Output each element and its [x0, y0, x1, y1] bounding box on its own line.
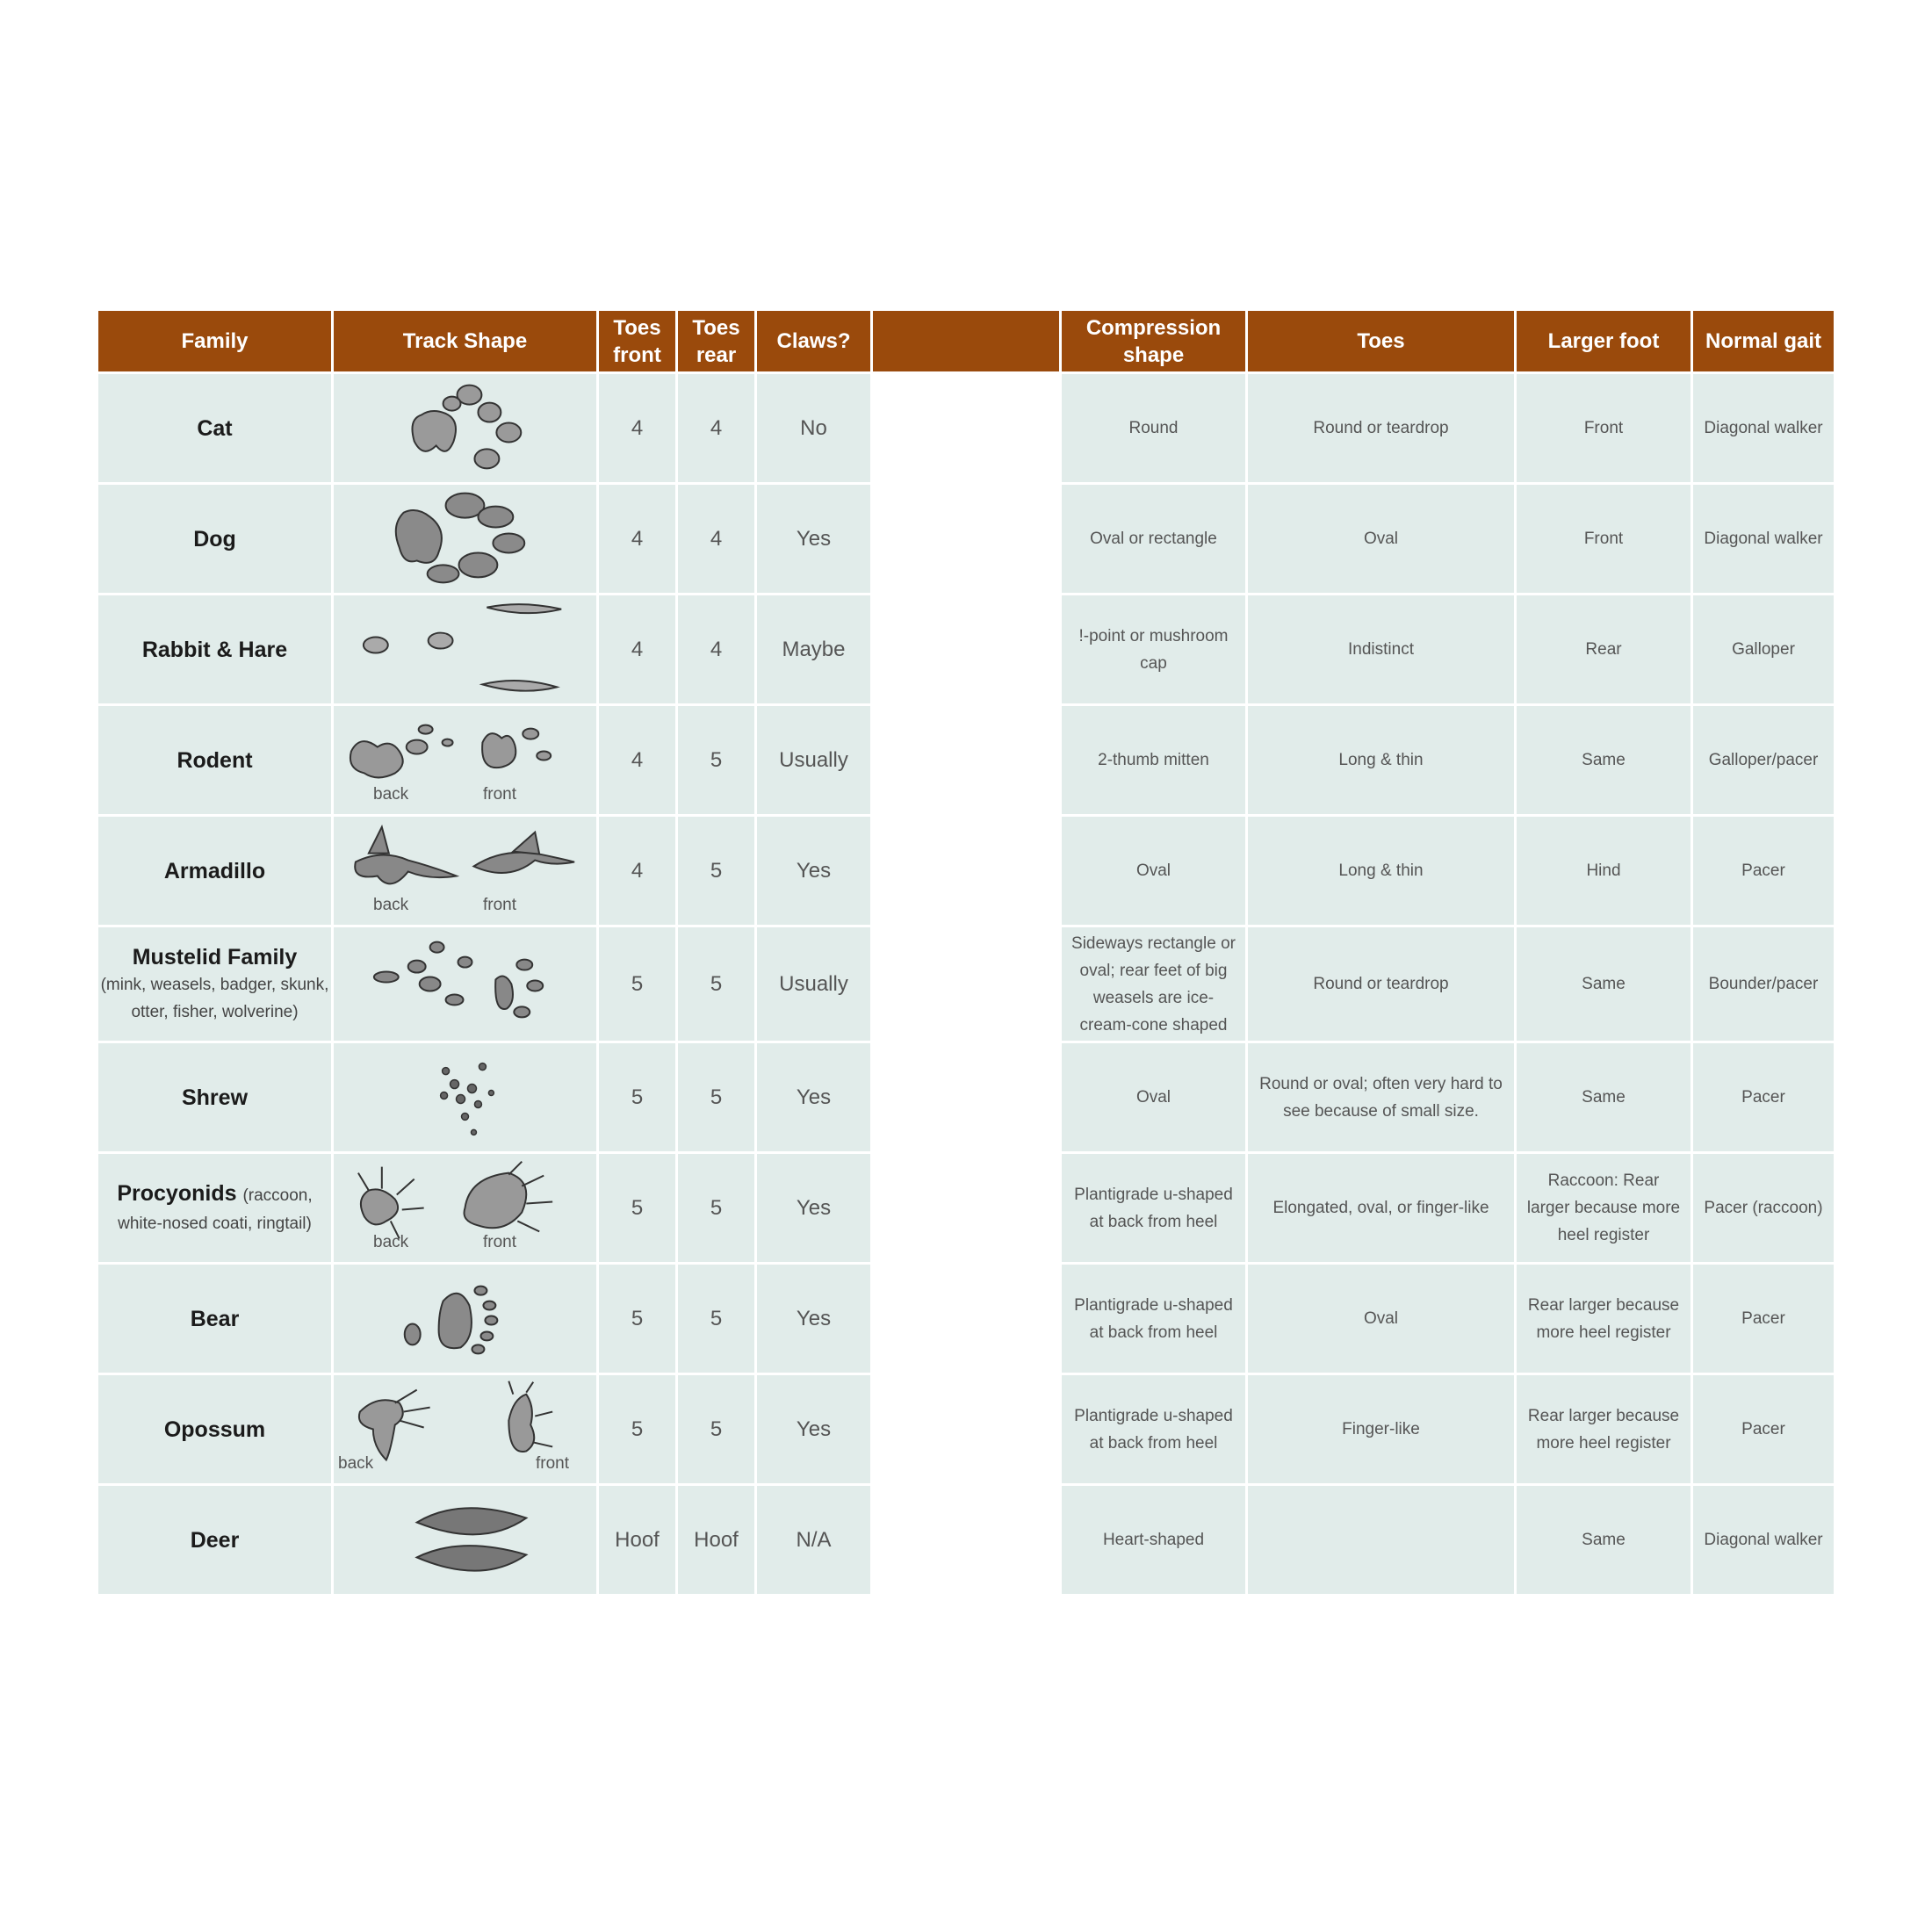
claws-cell: Yes: [757, 817, 873, 927]
toes-cell: Indistinct: [1248, 595, 1517, 706]
family-inline-note: (raccoon,: [242, 1186, 313, 1205]
gait-cell: Diagonal walker: [1693, 485, 1836, 595]
toes-front-cell: 5: [599, 927, 678, 1043]
family-cell: [98, 485, 334, 595]
track-shape-cell: [334, 1043, 599, 1154]
gutter-cell: [873, 374, 1062, 485]
family-label: Armadillo: [163, 858, 266, 883]
compression-cell: Plantigrade u-shaped at back from heel: [1062, 1265, 1248, 1375]
claws-cell: Yes: [757, 1043, 873, 1154]
family-cell: [98, 1375, 334, 1486]
family-cell: [98, 1486, 334, 1597]
family-label: Bear: [190, 1306, 240, 1331]
header-gutter: [873, 311, 1062, 374]
larger-foot-cell: Hind: [1517, 817, 1693, 927]
compression-cell: Plantigrade u-shaped at back from heel: [1062, 1154, 1248, 1265]
larger-foot-cell: Same: [1517, 1486, 1693, 1597]
gutter-cell: [873, 485, 1062, 595]
compression-cell: Heart-shaped: [1062, 1486, 1248, 1597]
header-compression: Compression shape: [1062, 311, 1248, 374]
claws-cell: Yes: [757, 1154, 873, 1265]
larger-foot-cell: Raccoon: Rear larger because more heel register: [1517, 1154, 1693, 1265]
family-name: [197, 415, 232, 443]
gait-cell: Pacer: [1693, 1043, 1836, 1154]
compression-cell: Sideways rectangle or oval; rear feet of big weasels are ice-cream-cone shaped: [1062, 927, 1248, 1043]
toes-front-cell: 5: [599, 1375, 678, 1486]
toes-front-cell: 4: [599, 485, 678, 595]
gutter-cell: [873, 706, 1062, 817]
larger-foot-cell: Rear larger because more heel register: [1517, 1265, 1693, 1375]
toes-rear-cell: Hoof: [678, 1486, 757, 1597]
family-name: [182, 1084, 248, 1112]
family-cell: [98, 1265, 334, 1375]
toes-cell: Round or teardrop: [1248, 374, 1517, 485]
toes-rear-cell: 4: [678, 374, 757, 485]
toes-cell: Finger-like: [1248, 1375, 1517, 1486]
family-label: Cat: [197, 415, 233, 441]
gutter-cell: [873, 1043, 1062, 1154]
toes-rear-cell: 4: [678, 595, 757, 706]
compression-cell: !-point or mushroom cap: [1062, 595, 1248, 706]
toes-cell: [1248, 1486, 1517, 1597]
track-shape-cell: [334, 485, 599, 595]
claws-cell: Usually: [757, 706, 873, 817]
track-shape-cell: [334, 927, 599, 1043]
gutter-cell: [873, 817, 1062, 927]
shrew-track-icon: [334, 1043, 596, 1151]
family-name: [142, 636, 287, 664]
family-label: Rabbit & Hare: [141, 637, 288, 662]
family-cell: [98, 817, 334, 927]
gait-cell: Galloper: [1693, 595, 1836, 706]
toes-front-cell: 4: [599, 595, 678, 706]
family-name: [133, 943, 298, 971]
gait-cell: Pacer: [1693, 1375, 1836, 1486]
track-table: [98, 311, 1836, 1596]
track-shape-cell: [334, 595, 599, 706]
family-name: [191, 1305, 240, 1333]
family-cell: [98, 1154, 334, 1265]
toes-front-cell: 4: [599, 374, 678, 485]
track-shape-cell: [334, 1486, 599, 1597]
family-cell: [98, 706, 334, 817]
toes-front-cell: 5: [599, 1265, 678, 1375]
family-label: Shrew: [181, 1085, 249, 1110]
toes-rear-cell: 5: [678, 1265, 757, 1375]
toes-rear-cell: 5: [678, 706, 757, 817]
gait-cell: Pacer (raccoon): [1693, 1154, 1836, 1265]
header-family: Family: [98, 311, 334, 374]
compression-cell: Oval: [1062, 1043, 1248, 1154]
larger-foot-cell: Rear: [1517, 595, 1693, 706]
track-shape-cell: [334, 1375, 599, 1486]
family-label: Procyonids: [117, 1180, 237, 1206]
header-larger-foot: Larger foot: [1517, 311, 1693, 374]
toes-front-cell: Hoof: [599, 1486, 678, 1597]
track-front-label: front: [483, 785, 517, 804]
gait-cell: Diagonal walker: [1693, 374, 1836, 485]
claws-cell: No: [757, 374, 873, 485]
gutter-cell: [873, 1265, 1062, 1375]
track-shape-cell: [334, 1154, 599, 1265]
larger-foot-cell: Same: [1517, 927, 1693, 1043]
family-cell: [98, 927, 334, 1043]
deer-track-icon: [334, 1486, 596, 1594]
toes-cell: Long & thin: [1248, 817, 1517, 927]
dog-track-icon: [334, 485, 596, 593]
header-toes: Toes: [1248, 311, 1517, 374]
compression-cell: Oval or rectangle: [1062, 485, 1248, 595]
claws-cell: Maybe: [757, 595, 873, 706]
compression-cell: Round: [1062, 374, 1248, 485]
family-name: [177, 746, 252, 775]
gait-cell: Pacer: [1693, 817, 1836, 927]
header-track-shape: Track Shape: [334, 311, 599, 374]
toes-cell: Oval: [1248, 485, 1517, 595]
track-front-label: front: [536, 1454, 570, 1473]
family-cell: [98, 595, 334, 706]
toes-rear-cell: 5: [678, 1375, 757, 1486]
track-table-grid: [98, 311, 1836, 1596]
family-label: Dog: [193, 526, 236, 551]
family-cell: [98, 374, 334, 485]
gutter-cell: [873, 1375, 1062, 1486]
larger-foot-cell: Same: [1517, 706, 1693, 817]
toes-rear-cell: 5: [678, 817, 757, 927]
family-subtitle: white-nosed coati, ringtail): [118, 1214, 312, 1233]
track-back-label: back: [373, 785, 409, 804]
track-front-label: front: [483, 896, 517, 914]
compression-cell: 2-thumb mitten: [1062, 706, 1248, 817]
toes-cell: Long & thin: [1248, 706, 1517, 817]
header-gait: Normal gait: [1693, 311, 1836, 374]
family-label: Deer: [190, 1527, 240, 1553]
larger-foot-cell: Same: [1517, 1043, 1693, 1154]
toes-cell: Round or oval; often very hard to see because of small size.: [1248, 1043, 1517, 1154]
gait-cell: Pacer: [1693, 1265, 1836, 1375]
gutter-cell: [873, 595, 1062, 706]
toes-front-cell: 5: [599, 1043, 678, 1154]
track-front-label: front: [483, 1233, 517, 1251]
claws-cell: Usually: [757, 927, 873, 1043]
gutter-cell: [873, 1154, 1062, 1265]
toes-cell: Elongated, oval, or finger-like: [1248, 1154, 1517, 1265]
track-back-label: back: [373, 896, 409, 914]
toes-rear-cell: 5: [678, 1154, 757, 1265]
mustelid-track-icon: [334, 927, 596, 1041]
family-label: Mustelid Family: [132, 944, 298, 970]
track-shape-cell: [334, 817, 599, 927]
family-subtitle: (mink, weasels, badger, skunk, otter, fisher, wolverine): [100, 975, 329, 1021]
larger-foot-cell: Front: [1517, 374, 1693, 485]
toes-rear-cell: 4: [678, 485, 757, 595]
toes-rear-cell: 5: [678, 927, 757, 1043]
header-claws: Claws?: [757, 311, 873, 374]
family-name: [191, 1526, 240, 1554]
header-toes-rear: Toes rear: [678, 311, 757, 374]
bear-track-icon: [334, 1265, 596, 1373]
gutter-cell: [873, 927, 1062, 1043]
header-toes-front: Toes front: [599, 311, 678, 374]
track-back-label: back: [338, 1454, 374, 1473]
rabbit-track-icon: [334, 595, 596, 703]
toes-front-cell: 5: [599, 1154, 678, 1265]
gait-cell: Diagonal walker: [1693, 1486, 1836, 1597]
gait-cell: Galloper/pacer: [1693, 706, 1836, 817]
family-cell: [98, 1043, 334, 1154]
gait-cell: Bounder/pacer: [1693, 927, 1836, 1043]
track-back-label: back: [373, 1233, 409, 1251]
family-name: [117, 1179, 312, 1210]
family-label: Rodent: [177, 747, 253, 773]
claws-cell: N/A: [757, 1486, 873, 1597]
family-name: [164, 857, 265, 885]
toes-front-cell: 4: [599, 706, 678, 817]
claws-cell: Yes: [757, 1375, 873, 1486]
claws-cell: Yes: [757, 1265, 873, 1375]
compression-cell: Plantigrade u-shaped at back from heel: [1062, 1375, 1248, 1486]
compression-cell: Oval: [1062, 817, 1248, 927]
cat-track-icon: [334, 374, 596, 482]
track-shape-cell: [334, 706, 599, 817]
family-name: [164, 1416, 265, 1444]
toes-rear-cell: 5: [678, 1043, 757, 1154]
track-shape-cell: [334, 374, 599, 485]
toes-cell: Oval: [1248, 1265, 1517, 1375]
track-shape-cell: [334, 1265, 599, 1375]
claws-cell: Yes: [757, 485, 873, 595]
family-name: [193, 525, 236, 553]
larger-foot-cell: Rear larger because more heel register: [1517, 1375, 1693, 1486]
gutter-cell: [873, 1486, 1062, 1597]
family-label: Opossum: [163, 1417, 266, 1442]
toes-front-cell: 4: [599, 817, 678, 927]
larger-foot-cell: Front: [1517, 485, 1693, 595]
toes-cell: Round or teardrop: [1248, 927, 1517, 1043]
